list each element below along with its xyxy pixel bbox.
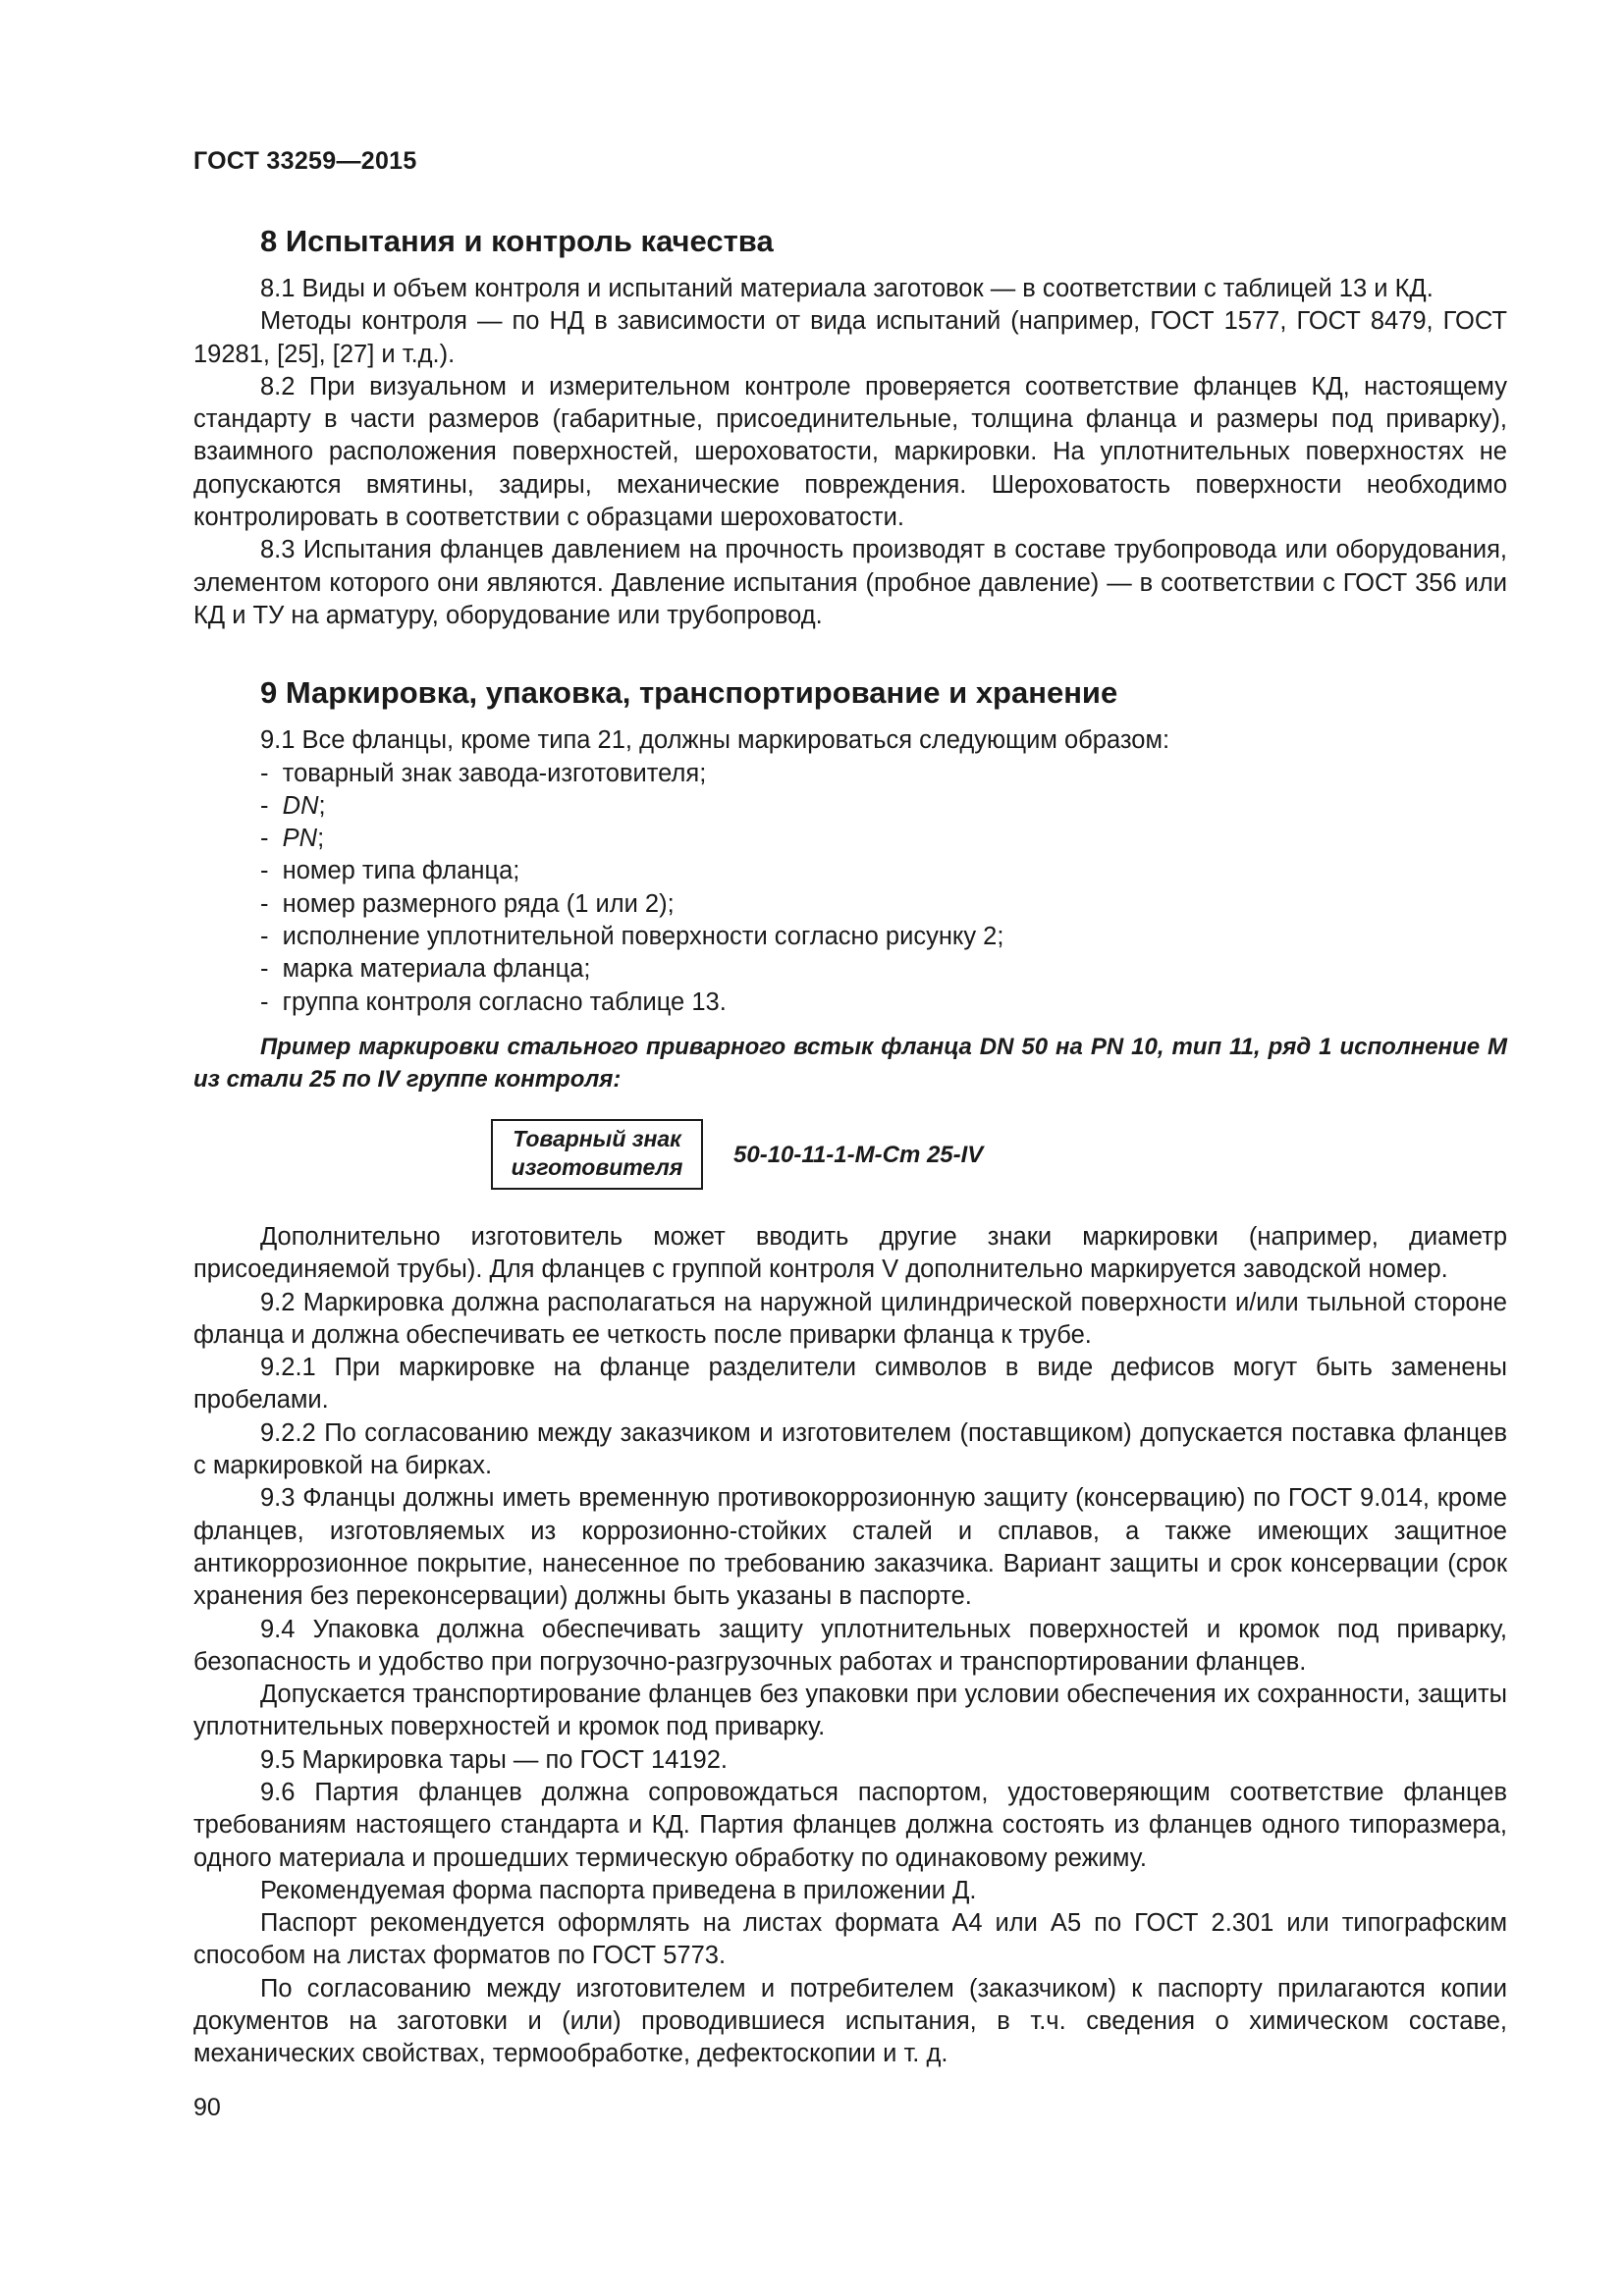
list-item: - DN; bbox=[260, 791, 326, 820]
paragraph: По согласованию между изготовителем и потребителем (заказчиком) к паспорту прилагаются копии документов на заготовки и (или) проводившиеся испытания, в т.ч. сведения о химическом составе, механических свойствах, термообработке, дефектоскопии и т. д. bbox=[193, 1974, 1507, 2068]
page-body bbox=[193, 222, 1507, 2071]
marking-example-caption: Пример маркировки стального приварного встык фланца DN 50 на PN 10, тип 11, ряд 1 исполнение M из стали 25 по IV группе контроля: bbox=[193, 1033, 1507, 1093]
trademark-box-line: изготовителя bbox=[511, 1153, 683, 1180]
paragraph: 9.1 Все фланцы, кроме типа 21, должны маркироваться следующим образом: bbox=[260, 726, 1170, 755]
list-item: - товарный знак завода-изготовителя; bbox=[260, 759, 707, 787]
page-number: 90 bbox=[193, 2094, 221, 2121]
marking-list bbox=[193, 758, 1507, 1019]
section-9-title: 9 Маркировка, упаковка, транспортирование и хранение bbox=[260, 675, 1118, 711]
list-item: - группа контроля согласно таблице 13. bbox=[260, 988, 727, 1016]
paragraph: Паспорт рекомендуется оформлять на листах формата А4 или А5 по ГОСТ 2.301 или типографским способом на листах форматов по ГОСТ 5773. bbox=[193, 1909, 1507, 1970]
trademark-box-line: Товарный знак bbox=[513, 1125, 681, 1151]
section-8-title: 8 Испытания и контроль качества bbox=[260, 224, 774, 258]
paragraph: Дополнительно изготовитель может вводить другие знаки маркировки (например, диаметр присоединяемой трубы). Для фланцев с группой контроля V дополнительно маркируется заводской номер. bbox=[193, 1222, 1507, 1284]
paragraph: 9.3 Фланцы должны иметь временную противокоррозионную защиту (консервацию) по ГОСТ 9.014, кроме фланцев, изготовляемых из коррозионно-стойких сталей и сплавов, а также имеющих защитное антикоррозионное покрытие, нанесенное по требованию заказчика. Вариант защиты и срок консервации (срок хранения без переконсервации) должны быть указаны в паспорте. bbox=[193, 1484, 1507, 1611]
paragraph: 9.2.2 По согласованию между заказчиком и изготовителем (поставщиком) допускается поставка фланцев с маркировкой на бирках. bbox=[193, 1418, 1507, 1480]
list-item: - номер типа фланца; bbox=[260, 857, 520, 885]
paragraph: 9.6 Партия фланцев должна сопровождаться паспортом, удостоверяющим соответствие фланцев требованиям настоящего стандарта и КД. Партия фланцев должна состоять из фланцев одного типоразмера, одного материала и прошедших термическую обработку по одинаковому режиму. bbox=[193, 1778, 1507, 1872]
marking-code: 50-10-11-1-М-Ст 25-IV bbox=[733, 1141, 984, 1168]
paragraph: 9.4 Упаковка должна обеспечивать защиту уплотнительных поверхностей и кромок под приварку, безопасность и удобство при погрузочно-разгрузочных работах и транспортировании фланцев. bbox=[193, 1615, 1507, 1676]
trademark-box bbox=[491, 1119, 703, 1190]
paragraph: 9.5 Маркировка тары — по ГОСТ 14192. bbox=[260, 1745, 728, 1774]
list-item: - номер размерного ряда (1 или 2); bbox=[260, 889, 675, 918]
paragraph: 8.2 При визуальном и измерительном контроле проверяется соответствие фланцев КД, настоящему стандарту в части размеров (габаритные, присоединительные, толщина фланца и размеры под приварку), взаимного расположения поверхностей, шероховатости, маркировки. На уплотнительных поверхностях не допускаются вмятины, задиры, механические повреждения. Шероховатость поверхности необходимо контролировать в соответствии с образцами шероховатости. bbox=[193, 372, 1507, 532]
paragraph: Рекомендуемая форма паспорта приведена в приложении Д. bbox=[260, 1876, 977, 1904]
paragraph: 8.1 Виды и объем контроля и испытаний материала заготовок — в соответствии с таблицей 13 и КД. bbox=[260, 275, 1434, 302]
paragraph: Методы контроля — по НД в зависимости от вида испытаний (например, ГОСТ 1577, ГОСТ 8479, ГОСТ 19281, [25], [27] и т.д.). bbox=[193, 307, 1507, 368]
list-item: - PN; bbox=[260, 825, 325, 853]
document-header: ГОСТ 33259—2015 bbox=[193, 147, 417, 175]
paragraph: 9.2 Маркировка должна располагаться на наружной цилиндрической поверхности и/или тыльной стороне фланца и должна обеспечивать ее четкость после приварки фланца к трубе. bbox=[193, 1288, 1507, 1349]
list-item: - исполнение уплотнительной поверхности согласно рисунку 2; bbox=[260, 923, 1004, 951]
paragraph: 8.3 Испытания фланцев давлением на прочность производят в составе трубопровода или оборудования, элементом которого они являются. Давление испытания (пробное давление) — в соответствии с ГОСТ 356 или КД и ТУ на арматуру, оборудование или трубопровод. bbox=[193, 536, 1507, 629]
paragraph: 9.2.1 При маркировке на фланце разделители символов в виде дефисов могут быть заменены пробелами. bbox=[193, 1354, 1507, 1415]
list-item: - марка материала фланца; bbox=[260, 955, 591, 984]
paragraph: Допускается транспортирование фланцев без упаковки при условии обеспечения их сохранности, защиты уплотнительных поверхностей и кромок под приварку. bbox=[193, 1681, 1507, 1741]
marking-example bbox=[193, 1115, 1507, 1200]
